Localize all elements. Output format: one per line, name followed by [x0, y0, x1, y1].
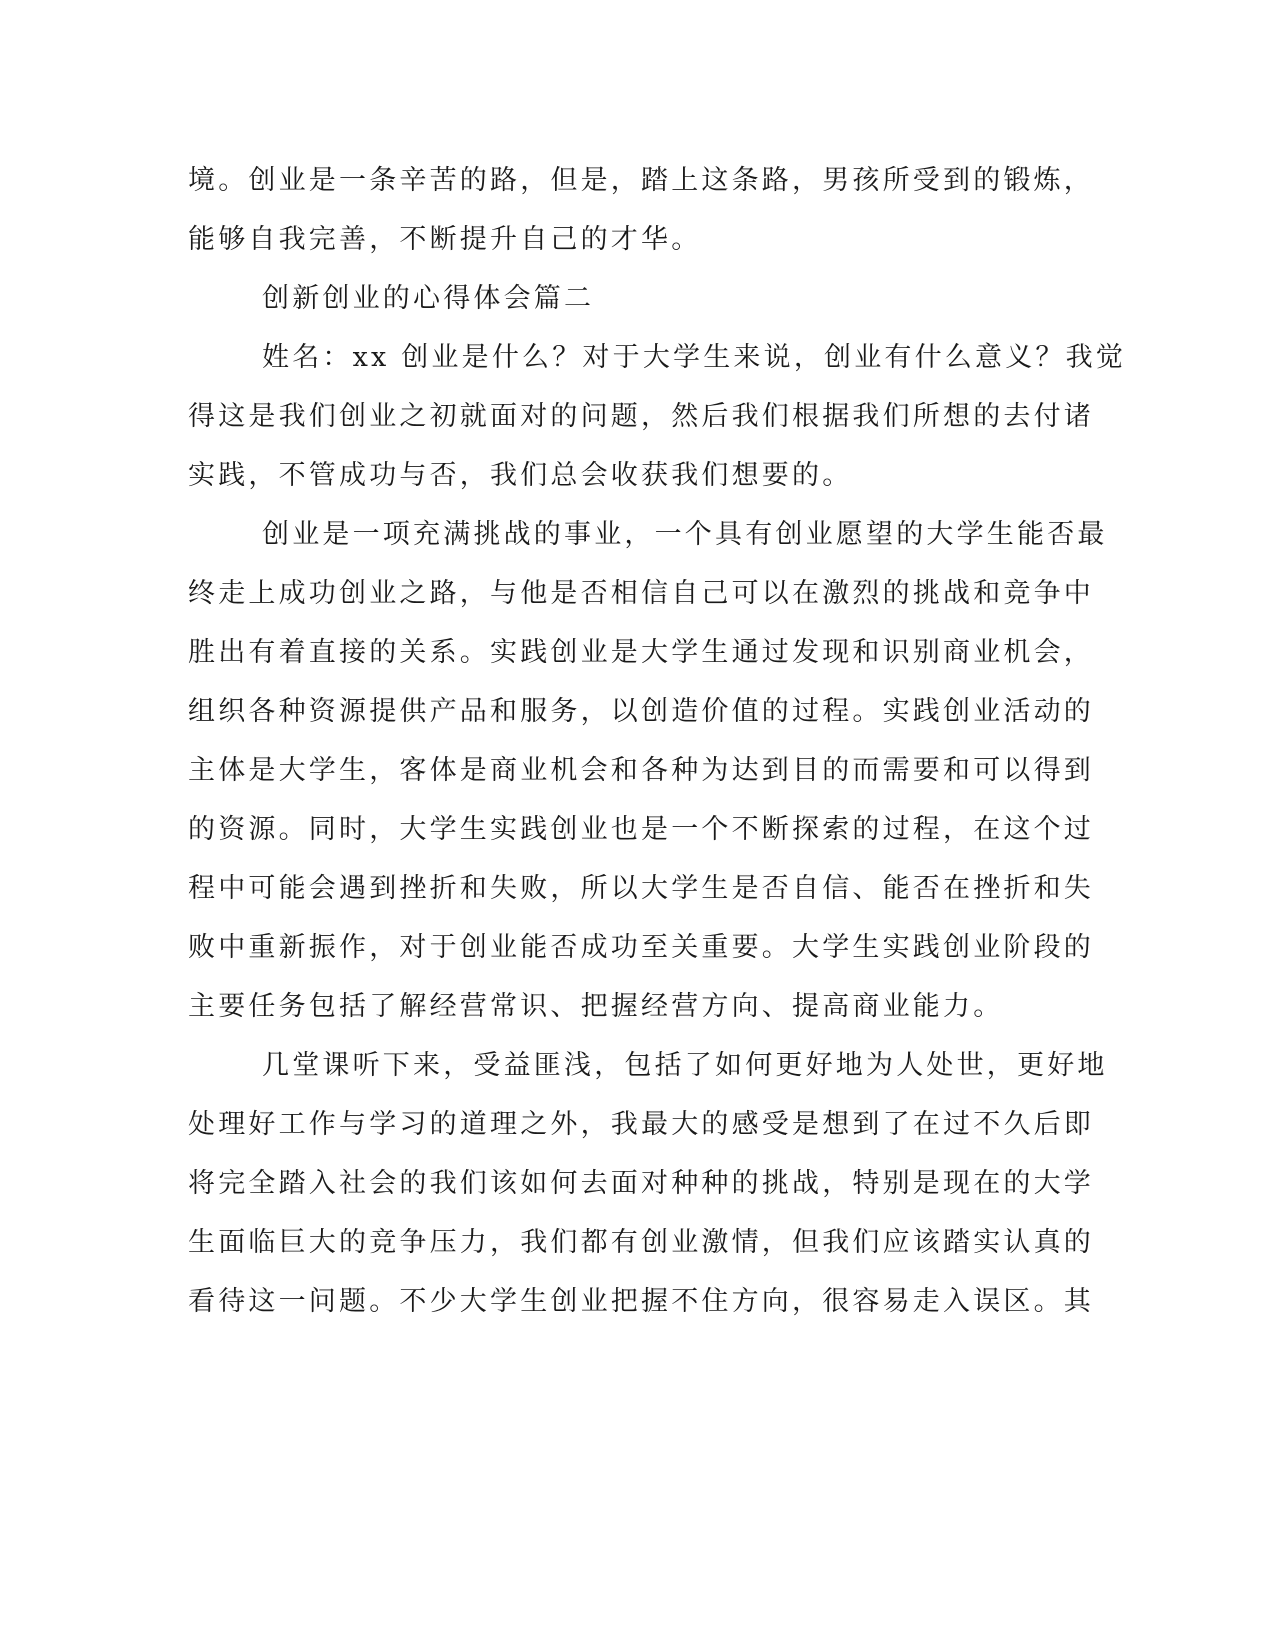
- text-line: 几堂课听下来，受益匪浅，包括了如何更好地为人处世，更好地: [262, 1050, 1108, 1081]
- text-line: 境。创业是一条辛苦的路，但是，踏上这条路，男孩所受到的锻炼，: [188, 165, 1094, 196]
- text-line: 创业是一项充满挑战的事业，一个具有创业愿望的大学生能否最: [262, 519, 1108, 550]
- text-line: 程中可能会遇到挫折和失败，所以大学生是否自信、能否在挫折和失: [188, 873, 1094, 904]
- text-line: 败中重新振作，对于创业能否成功至关重要。大学生实践创业阶段的: [188, 932, 1094, 963]
- text-line: 主要任务包括了解经营常识、把握经营方向、提高商业能力。: [188, 991, 1004, 1022]
- text-line: 实践，不管成功与否，我们总会收获我们想要的。: [188, 460, 853, 491]
- text-line: 将完全踏入社会的我们该如何去面对种种的挑战，特别是现在的大学: [188, 1168, 1094, 1199]
- text-line: 处理好工作与学习的道理之外，我最大的感受是想到了在过不久后即: [188, 1109, 1094, 1140]
- text-line: 姓名：xx 创业是什么？对于大学生来说，创业有什么意义？我觉: [262, 342, 1127, 373]
- text-line: 终走上成功创业之路，与他是否相信自己可以在激烈的挑战和竞争中: [188, 578, 1094, 609]
- text-line: 组织各种资源提供产品和服务，以创造价值的过程。实践创业活动的: [188, 696, 1094, 727]
- text-line: 能够自我完善，不断提升自己的才华。: [188, 224, 702, 255]
- text-line: 看待这一问题。不少大学生创业把握不住方向，很容易走入误区。其: [188, 1286, 1094, 1317]
- text-line: 的资源。同时，大学生实践创业也是一个不断探索的过程，在这个过: [188, 814, 1094, 845]
- text-line: 胜出有着直接的关系。实践创业是大学生通过发现和识别商业机会，: [188, 637, 1094, 668]
- text-line: 得这是我们创业之初就面对的问题，然后我们根据我们所想的去付诸: [188, 401, 1094, 432]
- text-line: 主体是大学生，客体是商业机会和各种为达到目的而需要和可以得到: [188, 755, 1094, 786]
- text-line: 生面临巨大的竞争压力，我们都有创业激情，但我们应该踏实认真的: [188, 1227, 1094, 1258]
- section-heading: 创新创业的心得体会篇二: [262, 283, 595, 314]
